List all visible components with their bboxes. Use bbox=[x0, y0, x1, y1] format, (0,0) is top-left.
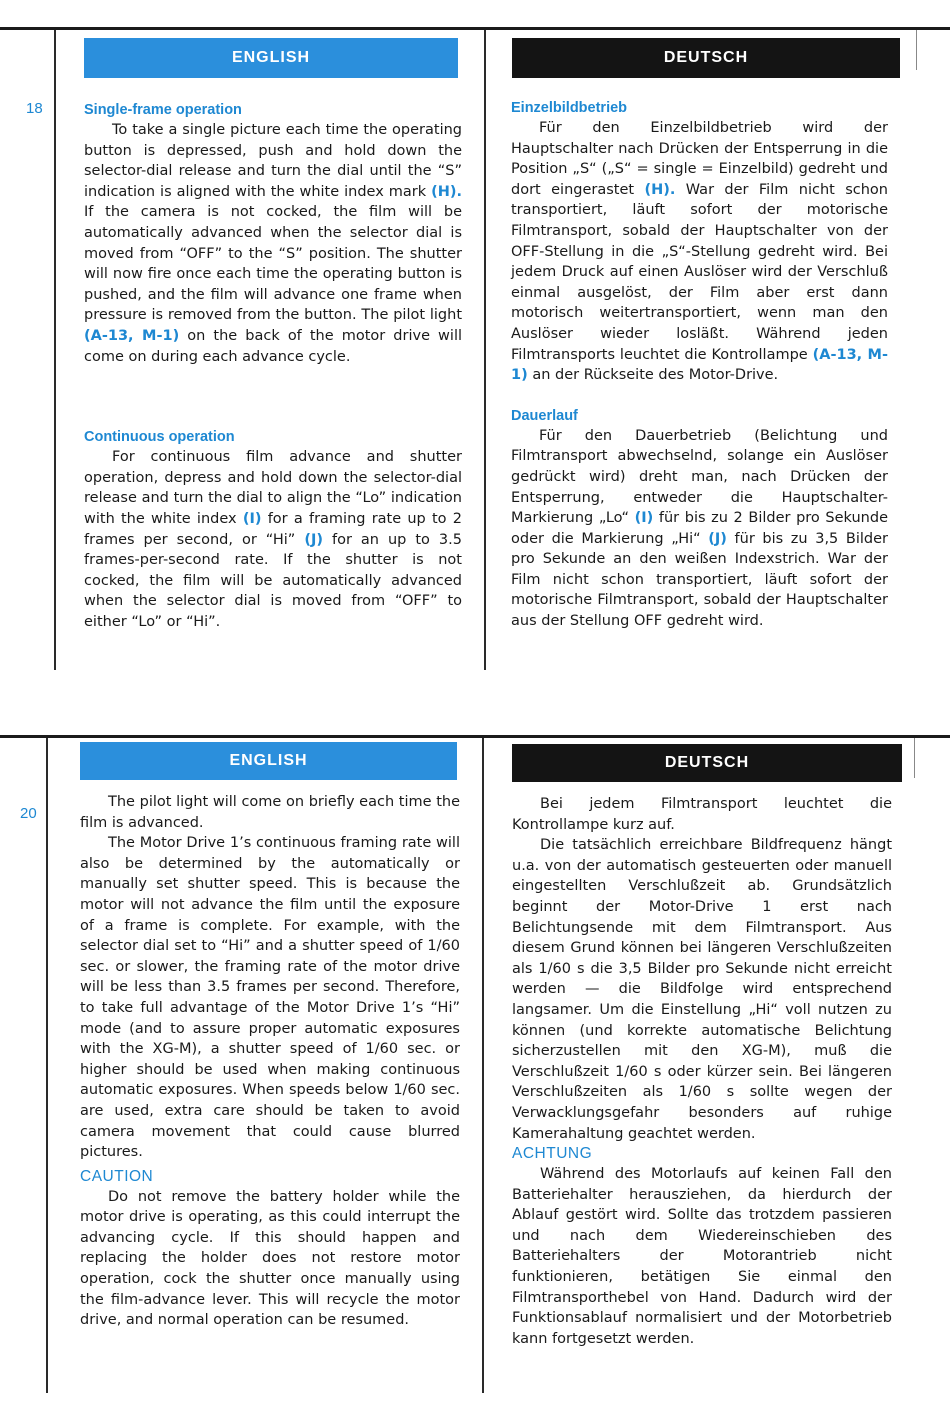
caution-title: CAUTION bbox=[80, 1167, 154, 1185]
section-title-continuous: Continuous operation bbox=[84, 429, 235, 446]
top-rule bbox=[0, 27, 950, 30]
figure-reference: (I) bbox=[242, 510, 262, 527]
deutsch-column bbox=[512, 794, 892, 1349]
left-margin-line bbox=[54, 30, 56, 670]
paragraph-caution: Do not remove the battery holder while the motor drive is operating, as this could interrupt the advancing cycle. If this should happen and replacing the holder does not restore motor operation, cock the shutter once manually using the film-advance lever. This will recycle the motor drive, and normal operation can be resumed. bbox=[80, 1188, 460, 1329]
paragraph-single-frame bbox=[84, 120, 462, 367]
left-margin-line bbox=[46, 738, 48, 1393]
page-20 bbox=[0, 730, 950, 1409]
page-18 bbox=[0, 0, 950, 700]
text-span: für bis zu 3,5 Bilder pro Sekunde an den weißen Indexstrich. War der Film nicht schon transportiert, läuft sofort der motorische Filmtransport, sobald der Hauptschalter aus der Stellung OFF gedreht wird. bbox=[511, 530, 888, 630]
text-span: If the camera is not cocked, the film will be automatically advanced when the selector dial is moved from “OFF” to the “S” position. The shutter will now fire once each time the operating button is pushed, and the film will advance one frame when pressure is removed from the button. The pilot light bbox=[84, 204, 462, 324]
paragraph-achtung: Während des Motorlaufs auf keinen Fall den Batteriehalter herausziehen, da hierdurch der Ablauf gestört wird. Sollte das trotzdem passieren und nach dem Wiedereinschieben des Batteriehalters der Motorantrieb nicht funktionieren, betätigen Sie einmal den Filmtransporthebel von Hand. Dadurch wird der Funktionsablauf normalisiert und der Motorbetrieb kann fortgesetzt werden. bbox=[512, 1166, 892, 1347]
text-span: für bis zu 2 Bilder pro Sekunde oder die Markierung „Hi“ bbox=[511, 510, 888, 547]
figure-reference: (H). bbox=[431, 183, 462, 200]
deutsch-header: DEUTSCH bbox=[512, 744, 902, 782]
figure-reference: (J) bbox=[304, 531, 323, 548]
english-header: ENGLISH bbox=[80, 742, 457, 780]
english-column bbox=[84, 100, 462, 632]
paragraph-einzelbild bbox=[511, 118, 888, 386]
text-span: For continuous film advance and shutter operation, depress and hold down the selector-dial release and turn the dial to align the “Lo” indication with the white index bbox=[84, 449, 462, 527]
text-span: for a framing rate up to 2 frames per second, or “Hi” bbox=[84, 510, 462, 548]
text-span: Für den Dauerbetrieb (Belichtung und Filmtransport abwechselnd, solange ein Auslöser gedrückt wird) dreht man, nach Drücken der Entsperrung, entweder die Hauptschalter-Markierung „Lo“ bbox=[511, 427, 888, 527]
section-title-single-frame: Single-frame operation bbox=[84, 102, 242, 118]
figure-reference: (A-13, M-1) bbox=[511, 346, 888, 384]
text-span: War der Film nicht schon transportiert, läuft sofort der motorische Filmtransport, sobald der Hauptschalter von der OFF-Stellung in die „S“-Stellung gedreht wird. Bei jedem Druck auf einen Auslöser wird der Verschluß einmal ausgelöst, der Film aber erst dann motorisch weitertransportiert, wenn man den Auslöser wieder losläßt. Während jeden Filmtransports leuchtet die Kontrollampe bbox=[511, 181, 888, 363]
center-divider-line bbox=[484, 30, 486, 670]
paragraph-pilot-light: The pilot light will come on briefly each time the film is advanced. bbox=[80, 794, 460, 831]
text-span: Für den Einzelbildbetrieb wird der Hauptschalter nach Drücken der Entsperrung in die Position „S“ („S“ = single = Einzelbild) gedreht und dort eingerastet bbox=[511, 120, 888, 198]
paragraph-bildfrequenz: Die tatsächlich erreichbare Bildfrequenz hängt u.a. von der automatisch gesteuerten oder manuell eingestellten Verschlußzeit ab. Grundsätzlich beginnt der Motor-Drive 1 erst nach Belichtungsende mit dem Filmtransport. Aus diesem Grund können bei längeren Verschlußzeiten als 1/60 s die 3,5 Bilder pro Sekunde nicht erreicht werden — die Bildfolge wird entsprechend langsamer. Um die Einstellung „Hi“ voll nutzen zu können (und korrekte automatische Belichtung sicherzustellen mit den XG-M), muß die Verschlußzeit 1/60 s oder kürzer sein. Bei längeren Verschlußzeiten als 1/60 s sollte wegen der Verwacklungsgefahr besonders auf ruhige Kamerahaltung geachtet werden. bbox=[512, 837, 892, 1142]
top-rule bbox=[0, 735, 950, 738]
center-divider-line bbox=[482, 738, 484, 1393]
section-title-einzelbild: Einzelbildbetrieb bbox=[511, 100, 628, 116]
paragraph-dauerlauf bbox=[511, 426, 888, 632]
english-header: ENGLISH bbox=[84, 38, 458, 78]
text-span: on the back of the motor drive will come on during each advance cycle. bbox=[84, 327, 463, 365]
figure-reference: (H). bbox=[644, 181, 676, 198]
text-span: To take a single picture each time the operating button is depressed, push and hold down the selector-dial release and turn the dial until the “S” indication is aligned with the white index mark bbox=[84, 122, 462, 200]
page-number: 20 bbox=[20, 805, 37, 822]
section-title-dauerlauf: Dauerlauf bbox=[511, 407, 578, 424]
figure-reference: (I) bbox=[634, 510, 654, 527]
paragraph-kontrollampe: Bei jedem Filmtransport leuchtet die Kontrollampe kurz auf. bbox=[512, 796, 892, 833]
text-span: for an up to 3.5 frames-per-second rate. If the shutter is not cocked, the film will be automatically advanced when the selector dial is moved from “OFF” to either “Lo” or “Hi”. bbox=[84, 531, 462, 630]
english-column bbox=[80, 792, 460, 1331]
paragraph-continuous bbox=[84, 447, 462, 632]
deutsch-header: DEUTSCH bbox=[512, 38, 900, 78]
right-margin-line bbox=[916, 30, 917, 70]
page-number: 18 bbox=[26, 100, 43, 117]
paragraph-framing-rate: The Motor Drive 1’s continuous framing rate will also be determined by the automatically or manually set shutter speed. This is because the motor will not advance the film until the exposure of a frame is complete. For example, with the selector dial set to “Hi” and a shutter speed of 1/60 sec. or slower, the framing rate of the motor drive will be less than 3.5 frames per second. Therefore, to take full advantage of the Motor Drive 1’s “Hi” mode (and to assure proper automatic exposures with the XG-M), a shutter speed of 1/60 sec. or higher should be used when making continuous automatic exposures. When speeds below 1/60 sec. are used, extra care should be taken to avoid camera movement that could cause blurred pictures. bbox=[80, 835, 460, 1161]
figure-reference: (A-13, M-1) bbox=[84, 327, 180, 344]
deutsch-column bbox=[511, 98, 888, 632]
figure-reference: (J) bbox=[708, 530, 727, 547]
text-span: an der Rückseite des Motor-Drive. bbox=[527, 367, 779, 384]
achtung-title: ACHTUNG bbox=[512, 1145, 593, 1163]
right-margin-line bbox=[914, 738, 915, 778]
